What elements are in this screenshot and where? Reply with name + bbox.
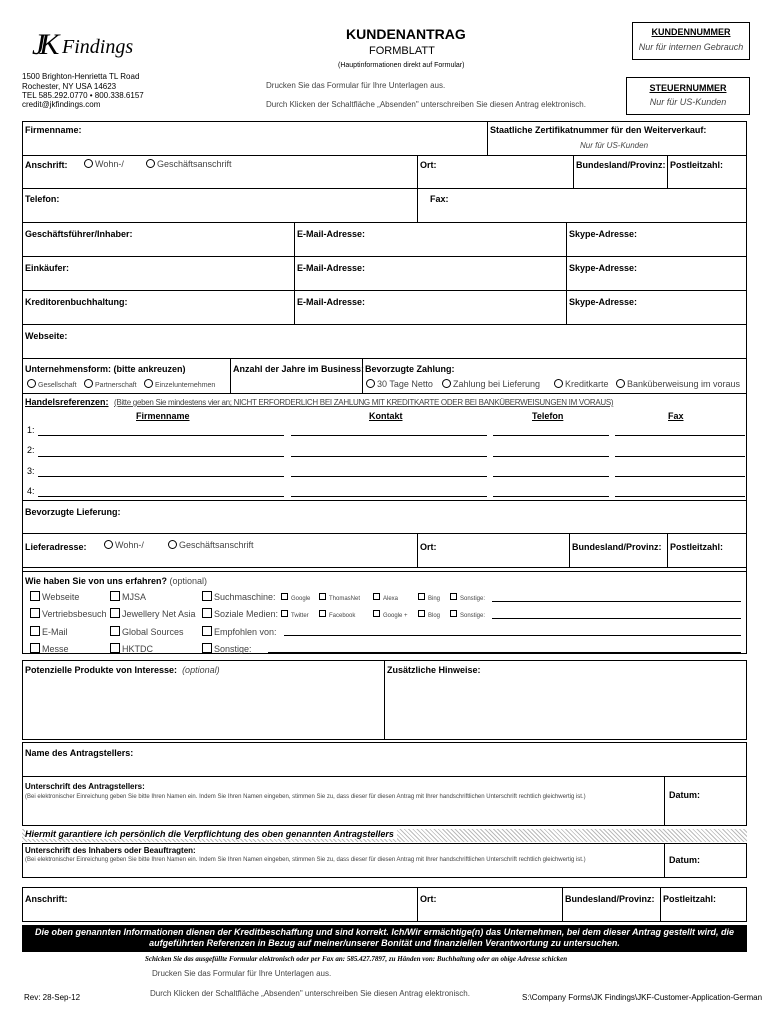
disclaimer-banner <box>22 925 747 952</box>
survey-vertrieb[interactable]: Vertriebsbesuch <box>30 608 107 619</box>
form-subtitle: FORMBLATT <box>369 45 435 57</box>
social-sonstige[interactable]: Sonstige: <box>450 610 485 619</box>
wohn-radio[interactable]: Wohn-/ <box>84 159 124 169</box>
ref-row-3: 3: <box>27 466 35 476</box>
liefer-ort-label: Ort: <box>420 542 437 552</box>
partnerschaft-radio[interactable]: Partnerschaft <box>84 379 137 389</box>
antrag-datum-label: Datum: <box>669 790 700 800</box>
produkte-label: Potenzielle Produkte von Interesse: (optional) <box>25 665 220 675</box>
antrag-sig-label: Unterschrift des Antragstellers: <box>25 782 145 791</box>
kundennummer-label: KUNDENNUMMER <box>651 27 731 37</box>
logo <box>22 22 152 70</box>
tage-radio[interactable]: 30 Tage Netto <box>366 379 433 389</box>
survey-jna[interactable]: Jewellery Net Asia <box>110 608 196 619</box>
einzel-radio[interactable]: Einzelunternehmen <box>144 379 215 389</box>
print-note: Drucken Sie das Formular für Ihre Unterlagen aus. <box>266 81 446 90</box>
hinweise-label: Zusätzliche Hinweise: <box>387 665 481 675</box>
survey-messe[interactable]: Messe <box>30 643 69 654</box>
form-title: KUNDENANTRAG <box>346 26 466 42</box>
survey-sozial[interactable]: Soziale Medien: <box>202 608 278 619</box>
liefer-wohn-radio[interactable]: Wohn-/ <box>104 540 144 550</box>
antrag-name-label: Name des Antragstellers: <box>25 748 134 758</box>
refs-col-telefon: Telefon <box>532 411 564 421</box>
plz-label: Postleitzahl: <box>670 160 724 170</box>
bottom-address-box[interactable] <box>22 887 747 922</box>
telefon-label: Telefon: <box>25 194 60 204</box>
gf-skype-label: Skype-Adresse: <box>569 229 638 239</box>
anschrift-label: Anschrift: <box>25 160 68 170</box>
steuernummer-label: STEUERNUMMER <box>649 83 727 93</box>
survey-sonstige[interactable]: Sonstige: <box>202 643 252 654</box>
search-sonstige-line[interactable] <box>492 601 741 602</box>
liefer-bundesland-label: Bundesland/Provinz: <box>572 542 662 552</box>
sign-note: Durch Klicken der Schaltfläche „Absenden" unterschreiben Sie diesen Antrag elektronisch. <box>266 100 586 109</box>
social-blog[interactable]: Blog <box>418 610 440 619</box>
einkaeufer-skype-label: Skype-Adresse: <box>569 263 638 273</box>
firmenname-label: Firmenname: <box>25 125 82 135</box>
kreditoren-label: Kreditorenbuchhaltung: <box>25 297 128 307</box>
footer-rev: Rev: 28-Sep-12 <box>24 993 81 1002</box>
lieferadresse-label: Lieferadresse: <box>25 542 87 552</box>
einkaeufer-label: Einkäufer: <box>25 263 70 273</box>
ref-row-4: 4: <box>27 486 35 496</box>
antrag-sig-note: (Bei elektronischer Einreichung geben Sie bitte Ihren Namen ein. Indem Sie Ihren Namen eingeben, stimmen Sie zu, dass dieser für diesen Antrag mit Ihrer handschriftlichen Unterschrift rechtlich gleichwertig ist.) <box>25 794 586 800</box>
refs-col-fax: Fax <box>668 411 684 421</box>
survey-global[interactable]: Global Sources <box>110 626 184 637</box>
zertifikat-label: Staatliche Zertifikatnummer für den Weiterverkauf: <box>490 125 707 135</box>
gesellschaft-radio[interactable]: Gesellschaft <box>27 379 77 389</box>
bottom-ort-label: Ort: <box>420 894 437 904</box>
survey-title: Wie haben Sie von uns erfahren? (optional) <box>25 576 207 586</box>
search-google[interactable]: Google <box>281 593 310 602</box>
send-note: Schicken Sie das ausgefüllte Formular elektronisch oder per Fax an: 585.427.7897, zu Händen von: Buchhaltung oder an obige Adresse schicken <box>145 955 568 963</box>
fax-label: Fax: <box>430 194 449 204</box>
bottom-bundesland-label: Bundesland/Provinz: <box>565 894 655 904</box>
webseite-label: Webseite: <box>25 331 68 341</box>
form-note: (Hauptinformationen direkt auf Formular) <box>338 62 465 69</box>
bank-radio[interactable]: Banküberweisung im voraus <box>616 379 740 389</box>
refs-title: Handelsreferenzen: <box>25 397 109 407</box>
footer-path: S:\Company Forms\JK Findings\JKF-Customer-Application-German <box>522 993 763 1002</box>
company-email: credit@jkfindings.com <box>22 100 101 109</box>
logo-jk: JK <box>32 28 54 61</box>
bottom-plz-label: Postleitzahl: <box>663 894 717 904</box>
social-facebook[interactable]: Facebook <box>319 610 355 619</box>
inhaber-sig-note: (Bei elektronischer Einreichung geben Sie bitte Ihren Namen ein. Indem Sie Ihren Namen eingeben, stimmen Sie zu, dass dieser für diesen Antrag mit Ihrer handschriftlichen Unterschrift rechtlich gleichwertig ist.) <box>25 857 586 863</box>
bottom-anschrift-label: Anschrift: <box>25 894 68 904</box>
social-sonstige-line[interactable] <box>492 618 741 619</box>
inhaber-sig-label: Unterschrift des Inhabers oder Beauftragten: <box>25 846 196 855</box>
inhaber-datum-label: Datum: <box>669 855 700 865</box>
lieferung-radio[interactable]: Zahlung bei Lieferung <box>442 379 540 389</box>
lieferung-label: Bevorzugte Lieferung: <box>25 507 121 517</box>
kundennummer-box[interactable] <box>632 22 750 60</box>
search-sonstige[interactable]: Sonstige: <box>450 593 485 602</box>
kreditoren-email-label: E-Mail-Adresse: <box>297 297 366 307</box>
company-address2: Rochester, NY USA 14623 <box>22 82 117 91</box>
survey-webseite[interactable]: Webseite <box>30 591 79 602</box>
gf-email-label: E-Mail-Adresse: <box>297 229 366 239</box>
kreditkarte-radio[interactable]: Kreditkarte <box>554 379 609 389</box>
search-thomasnet[interactable]: ThomasNet <box>319 593 360 602</box>
survey-mjsa[interactable]: MJSA <box>110 591 146 602</box>
steuernummer-box[interactable] <box>626 77 750 115</box>
search-bing[interactable]: Bing <box>418 593 440 602</box>
refs-note: (Bitte geben Sie mindestens vier an; NICHT ERFORDERLICH BEI ZAHLUNG MIT KREDITKARTE ODER BEI BANKÜBERWEISUNGEN IM VORAUS) <box>114 398 614 407</box>
company-tel: TEL 585.292.0770 • 800.338.6157 <box>22 91 144 100</box>
einkaeufer-email-label: E-Mail-Adresse: <box>297 263 366 273</box>
empfohlen-line[interactable] <box>284 635 741 636</box>
social-googleplus[interactable]: Google + <box>373 610 408 619</box>
gf-label: Geschäftsführer/Inhaber: <box>25 229 133 239</box>
survey-suchmaschine[interactable]: Suchmaschine: <box>202 591 276 602</box>
footer-sign: Durch Klicken der Schaltfläche „Absenden" unterschreiben Sie diesen Antrag elektronisch. <box>150 989 470 998</box>
ref-row-2: 2: <box>27 445 35 455</box>
search-alexa[interactable]: Alexa <box>373 593 398 602</box>
social-twitter[interactable]: Twitter <box>281 610 309 619</box>
garantie-text: Hiermit garantiere ich persönlich die Verpflichtung des oben genannten Antragstellers <box>25 829 397 839</box>
zahlung-label: Bevorzugte Zahlung: <box>365 364 455 374</box>
refs-col-firmenname: Firmenname <box>136 411 190 421</box>
refs-col-kontakt: Kontakt <box>369 411 403 421</box>
footer-print: Drucken Sie das Formular für Ihre Unterlagen aus. <box>152 969 332 978</box>
liefer-geschaeft-radio[interactable]: Geschäftsanschrift <box>168 540 254 550</box>
unternehmensform-label: Unternehmensform: (bitte ankreuzen) <box>25 364 186 374</box>
bundesland-label: Bundesland/Provinz: <box>576 160 666 170</box>
sonstige-line[interactable] <box>268 652 741 653</box>
survey-empfohlen[interactable]: Empfohlen von: <box>202 626 277 637</box>
survey-hktdc[interactable]: HKTDC <box>110 643 153 654</box>
disclaimer-line2: aufgeführten Referenzen in Bezug auf meiner/unserer Bonität und finanziellen Verantwortung zu untersuchen. <box>149 938 620 948</box>
logo-brand: Findings <box>62 36 134 58</box>
liefer-plz-label: Postleitzahl: <box>670 542 724 552</box>
zertifikat-note: Nur für US-Kunden <box>580 141 649 150</box>
ref-row-1: 1: <box>27 425 35 435</box>
survey-email[interactable]: E-Mail <box>30 626 68 637</box>
geschaeft-radio[interactable]: Geschäftsanschrift <box>146 159 232 169</box>
jahre-label: Anzahl der Jahre im Business: <box>233 364 365 374</box>
company-address1: 1500 Brighton-Henrietta TL Road <box>22 72 140 81</box>
disclaimer-line1: Die oben genannten Informationen dienen der Kreditbeschaffung und sind korrekt. Ich/Wir ermächtige(n) das Unternehmen, bei dem dieser Antrag gestellt wird, die <box>34 927 735 937</box>
ort-label: Ort: <box>420 160 437 170</box>
steuernummer-note: Nur für US-Kunden <box>649 97 727 107</box>
kreditoren-skype-label: Skype-Adresse: <box>569 297 638 307</box>
kundennummer-note: Nur für internen Gebrauch <box>638 42 744 52</box>
